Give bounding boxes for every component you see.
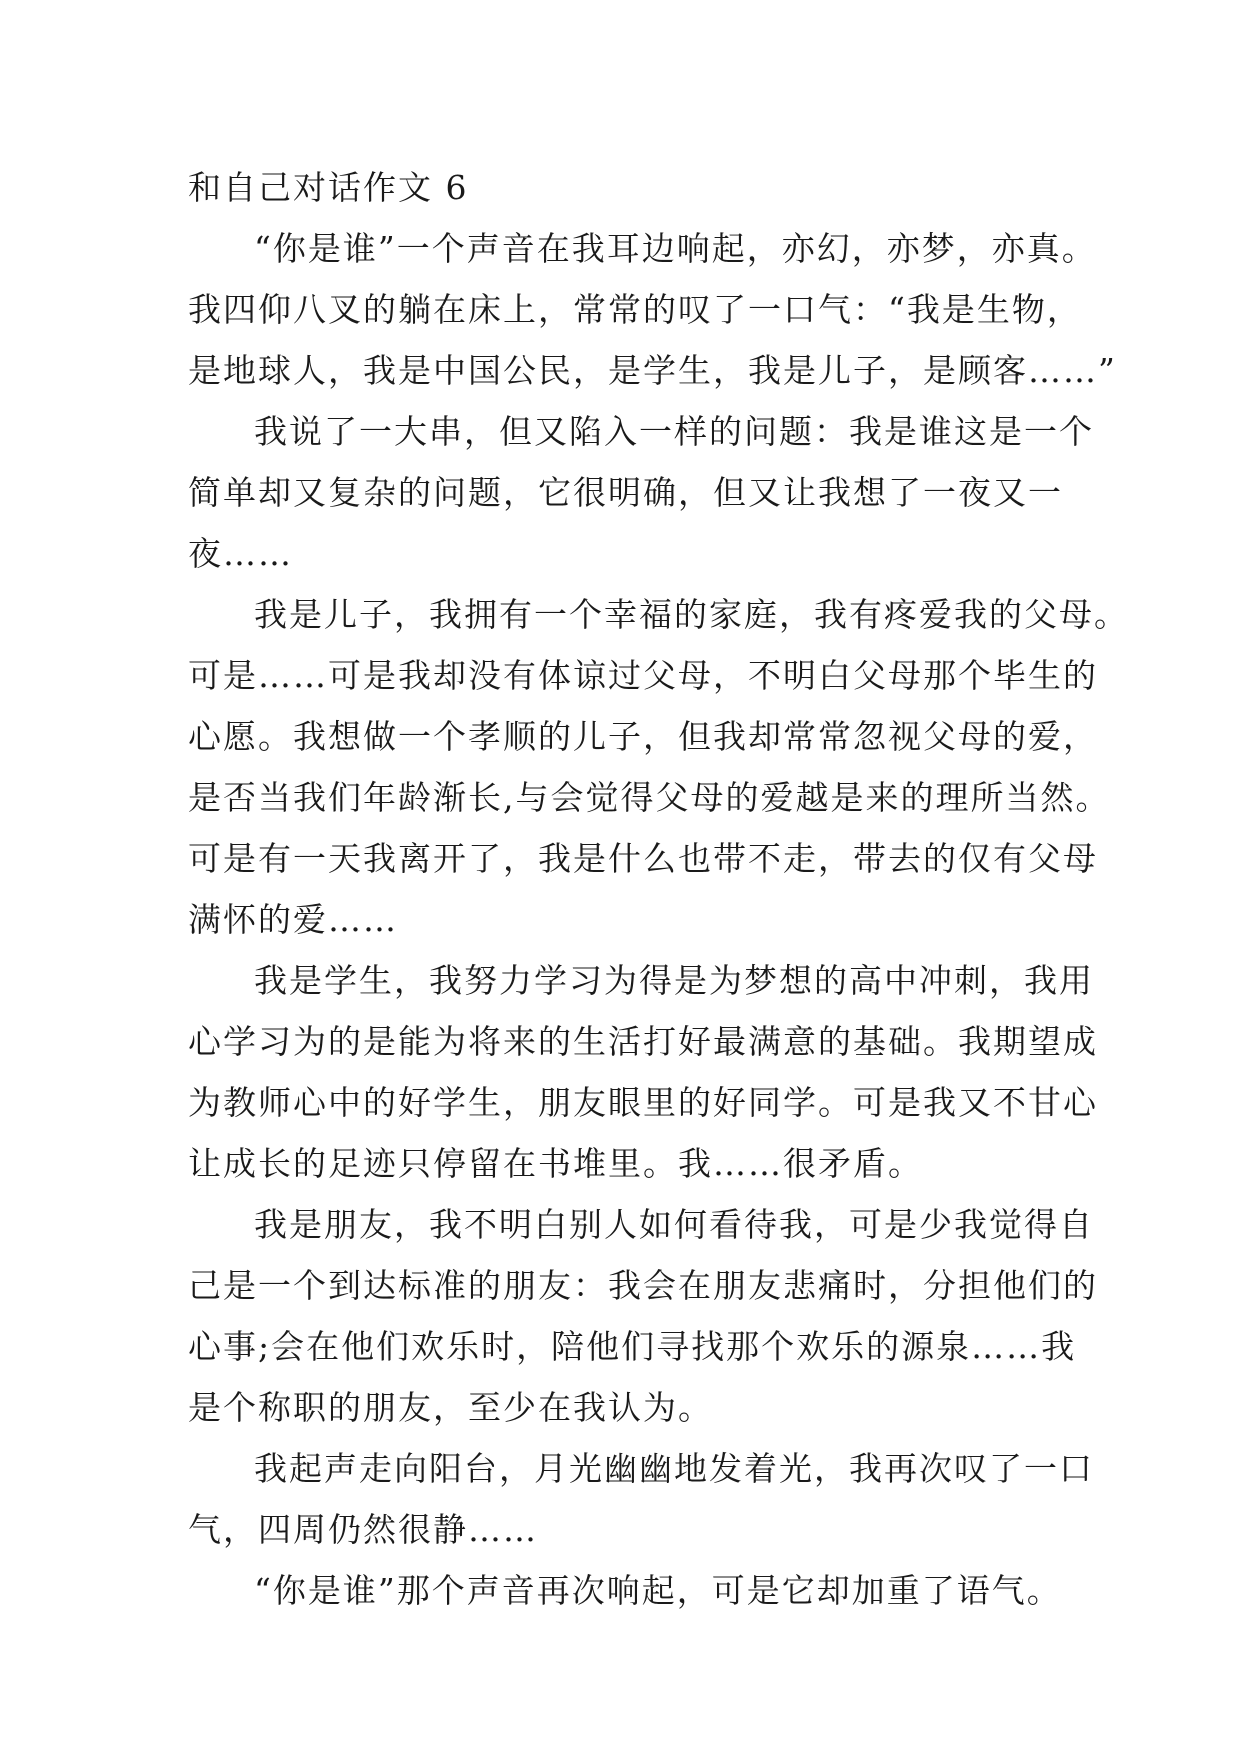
- text-line: 是否当我们年龄渐长,与会觉得父母的爱越是来的理所当然。: [188, 778, 1111, 817]
- text-line: 我四仰八叉的躺在床上，常常的叹了一口气：“我是生物，: [188, 290, 1082, 329]
- text-line: 我起声走向阳台，月光幽幽地发着光，我再次叹了一口: [254, 1449, 1094, 1488]
- text-line: 我是儿子，我拥有一个幸福的家庭，我有疼爱我的父母。: [254, 595, 1129, 634]
- text-line: 为教师心中的好学生，朋友眼里的好同学。可是我又不甘心: [188, 1083, 1098, 1122]
- text-line: 满怀的爱……: [188, 900, 398, 939]
- text-line: 让成长的足迹只停留在书堆里。我……很矛盾。: [188, 1144, 923, 1183]
- text-line: “你是谁”一个声音在我耳边响起，亦幻，亦梦，亦真。: [254, 229, 1097, 268]
- text-line: 可是有一天我离开了，我是什么也带不走，带去的仅有父母: [188, 839, 1098, 878]
- text-line: 可是……可是我却没有体谅过父母，不明白父母那个毕生的: [188, 656, 1098, 695]
- text-line: 己是一个到达标准的朋友：我会在朋友悲痛时，分担他们的: [188, 1266, 1098, 1305]
- text-line: 心事;会在他们欢乐时，陪他们寻找那个欢乐的源泉……我: [188, 1327, 1077, 1366]
- text-line: 心愿。我想做一个孝顺的儿子，但我却常常忽视父母的爱，: [188, 717, 1098, 756]
- page-title: 和自己对话作文 6: [188, 168, 469, 207]
- document-body: [188, 158, 1129, 1621]
- text-line: 我是朋友，我不明白别人如何看待我，可是少我觉得自: [254, 1205, 1094, 1244]
- text-line: 心学习为的是能为将来的生活打好最满意的基础。我期望成: [188, 1022, 1098, 1061]
- text-line: 气，四周仍然很静……: [188, 1510, 538, 1549]
- text-line: 我说了一大串，但又陷入一样的问题：我是谁这是一个: [254, 412, 1094, 451]
- text-line: 是地球人，我是中国公民，是学生，我是儿子，是顾客……”: [188, 351, 1117, 390]
- text-line: “你是谁”那个声音再次响起，可是它却加重了语气。: [254, 1571, 1062, 1610]
- text-line: 我是学生，我努力学习为得是为梦想的高中冲刺，我用: [254, 961, 1094, 1000]
- text-line: 是个称职的朋友，至少在我认为。: [188, 1388, 713, 1427]
- text-line: 简单却又复杂的问题，它很明确，但又让我想了一夜又一: [188, 473, 1063, 512]
- text-line: 夜……: [188, 534, 293, 573]
